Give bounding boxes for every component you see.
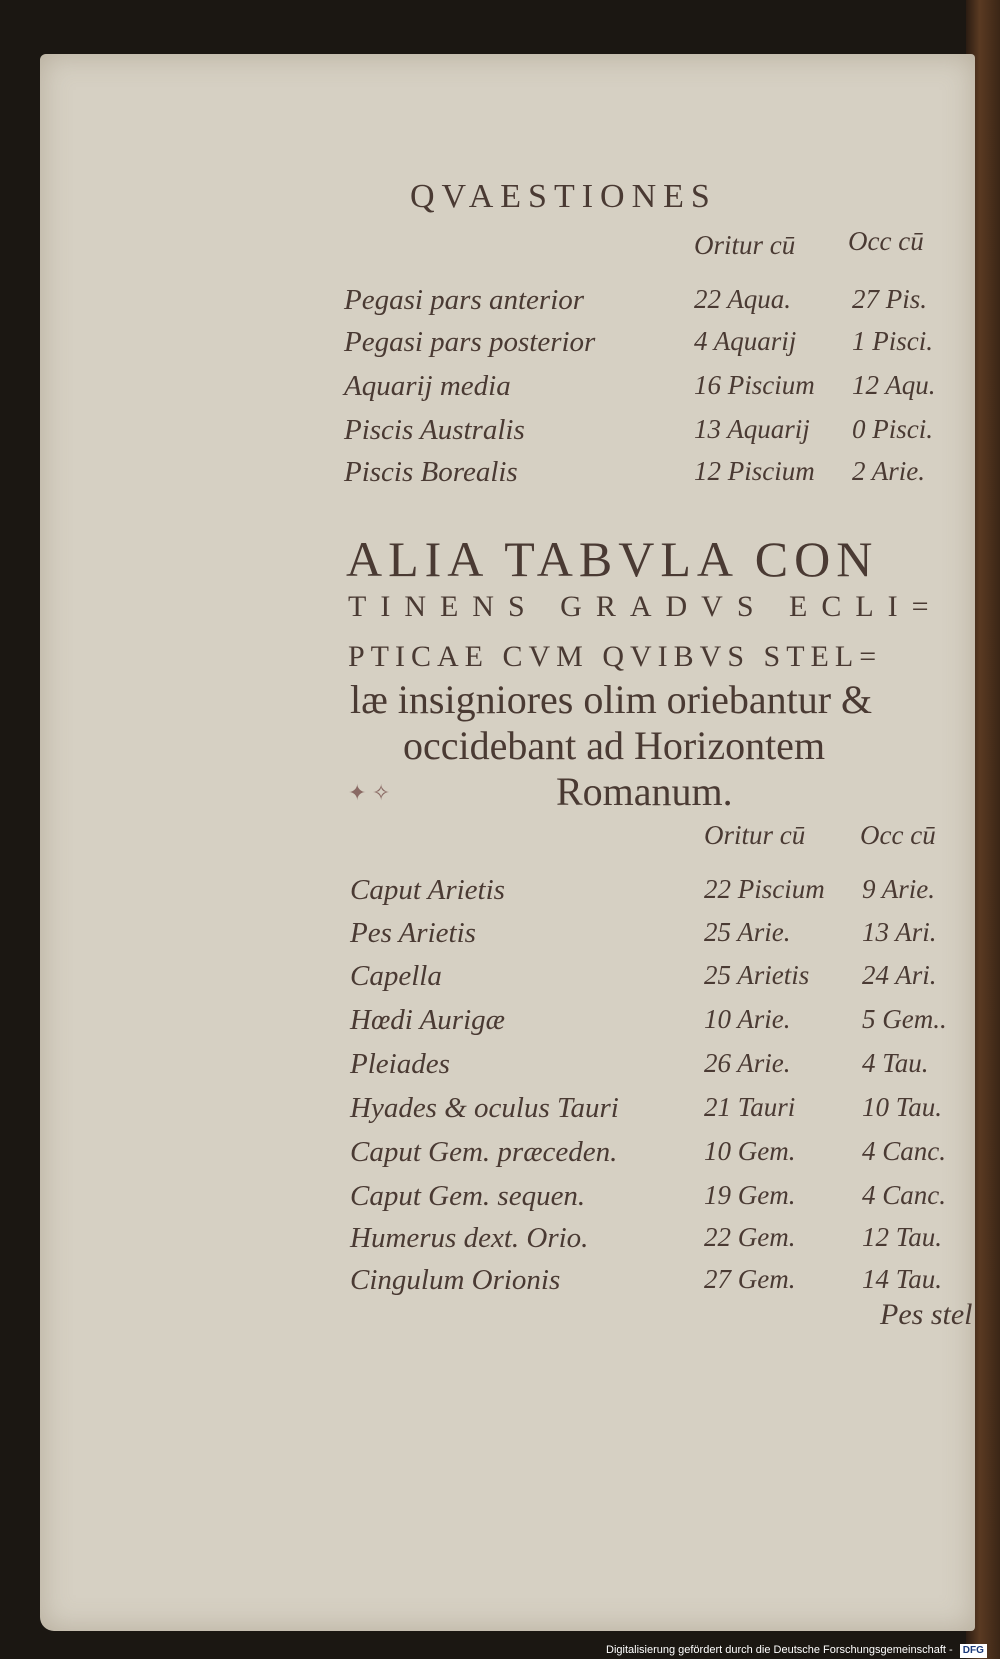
star-name: Capella <box>350 960 442 992</box>
table-row <box>0 414 1000 454</box>
occ-value: 14 Tau. <box>862 1264 943 1294</box>
oritur-value: 26 Arie. <box>704 1048 791 1078</box>
table-row <box>0 1092 1000 1132</box>
oritur-value: 25 Arietis <box>704 960 810 990</box>
table-row <box>0 1136 1000 1176</box>
occ-value: 5 Gem.. <box>862 1004 947 1034</box>
table-row <box>0 1264 1000 1304</box>
star-name: Piscis Borealis <box>344 456 518 488</box>
star-name: Aquarij media <box>344 370 511 402</box>
ink-smudge-ornament: ✦ ✧ <box>348 780 391 805</box>
star-name: Pleiades <box>350 1048 450 1080</box>
occ-value: 27 Pis. <box>852 284 928 314</box>
running-head: QVAESTIONES <box>410 178 717 215</box>
table-row <box>0 370 1000 410</box>
table-row <box>0 874 1000 914</box>
title-line-2: TINENS GRADVS ECLI= <box>348 590 943 623</box>
dfg-logo[interactable]: DFG <box>960 1644 987 1658</box>
star-name: Caput Arietis <box>350 874 505 906</box>
occ-value: 4 Tau. <box>862 1048 929 1078</box>
oritur-value: 4 Aquarij <box>694 326 797 356</box>
oritur-value: 19 Gem. <box>704 1180 796 1210</box>
star-name: Hyades & oculus Tauri <box>350 1092 619 1124</box>
table-row <box>0 960 1000 1000</box>
star-name: Pes Arietis <box>350 917 476 949</box>
table-row <box>0 456 1000 496</box>
occ-value: 24 Ari. <box>862 960 937 990</box>
oritur-value: 22 Gem. <box>704 1222 796 1252</box>
star-name: Piscis Australis <box>344 414 525 446</box>
occ-value: 12 Aqu. <box>852 370 936 400</box>
table-row <box>0 1222 1000 1262</box>
table-1-occ-header: Occ cū <box>848 226 924 256</box>
star-name: Pegasi pars anterior <box>344 284 585 316</box>
oritur-value: 21 Tauri <box>704 1092 796 1122</box>
table-row <box>0 1004 1000 1044</box>
funding-footer <box>606 1641 987 1659</box>
oritur-value: 22 Aqua. <box>694 284 792 314</box>
oritur-value: 10 Gem. <box>704 1136 796 1166</box>
title-line-5: occidebant ad Horizontem <box>403 723 826 768</box>
title-line-4: læ insigniores olim oriebantur & <box>350 677 873 722</box>
star-name: Hœdi Aurigæ <box>350 1004 505 1036</box>
title-line-1: ALIA TABVLA CON <box>346 531 879 587</box>
table-2-oritur-header: Oritur cū <box>704 820 806 850</box>
occ-value: 10 Tau. <box>862 1092 943 1122</box>
star-name: Pegasi pars posterior <box>344 326 596 358</box>
occ-value: 4 Canc. <box>862 1180 946 1210</box>
occ-value: 0 Pisci. <box>852 414 933 444</box>
table-row <box>0 284 1000 324</box>
funding-text: Digitalisierung gefördert durch die Deutsche Forschungsgemeinschaft - <box>606 1644 953 1656</box>
oritur-value: 10 Arie. <box>704 1004 791 1034</box>
oritur-value: 13 Aquarij <box>694 414 810 444</box>
occ-value: 1 Pisci. <box>852 326 933 356</box>
oritur-value: 16 Piscium <box>694 370 815 400</box>
table-row <box>0 1180 1000 1220</box>
table-row <box>0 1048 1000 1088</box>
occ-value: 13 Ari. <box>862 917 937 947</box>
table-1-oritur-header: Oritur cū <box>694 230 796 260</box>
table-row <box>0 326 1000 366</box>
occ-value: 2 Arie. <box>852 456 925 486</box>
oritur-value: 25 Arie. <box>704 917 791 947</box>
oritur-value: 12 Piscium <box>694 456 815 486</box>
occ-value: 9 Arie. <box>862 874 935 904</box>
star-name: Caput Gem. præceden. <box>350 1136 618 1168</box>
catchword: Pes stel <box>880 1298 973 1331</box>
occ-value: 12 Tau. <box>862 1222 943 1252</box>
title-line-6: Romanum. <box>556 769 733 814</box>
table-row <box>0 917 1000 957</box>
table-2-occ-header: Occ cū <box>860 820 936 850</box>
star-name: Humerus dext. Orio. <box>350 1222 589 1254</box>
occ-value: 4 Canc. <box>862 1136 946 1166</box>
star-name: Cingulum Orionis <box>350 1264 561 1296</box>
star-name: Caput Gem. sequen. <box>350 1180 586 1212</box>
oritur-value: 22 Piscium <box>704 874 825 904</box>
title-line-3: PTICAE CVM QVIBVS STEL= <box>348 640 883 673</box>
oritur-value: 27 Gem. <box>704 1264 796 1294</box>
